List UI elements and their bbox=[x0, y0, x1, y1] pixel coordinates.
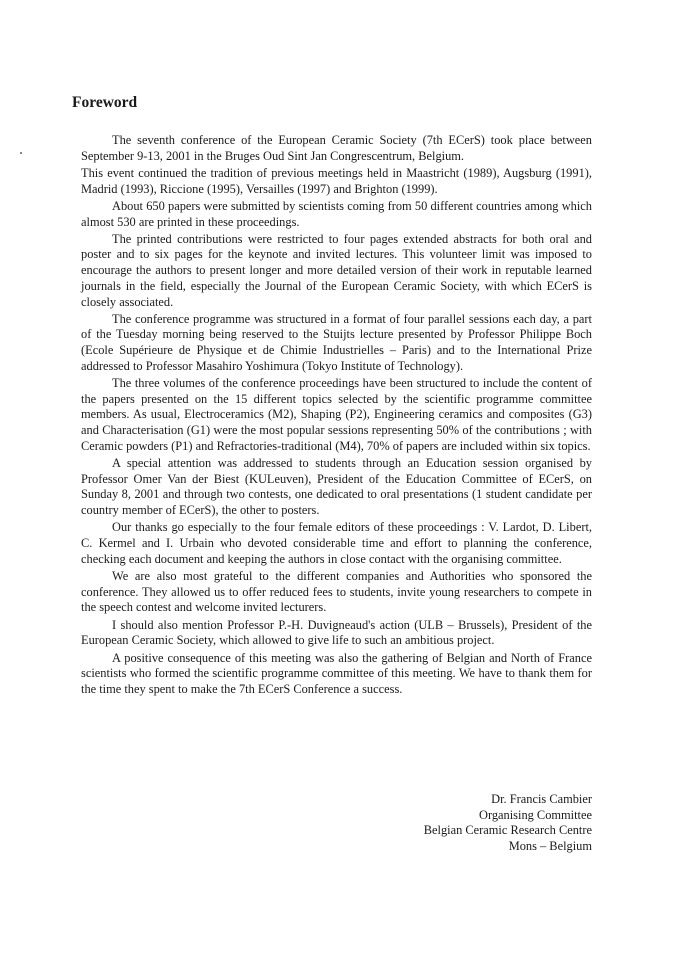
signature-block bbox=[424, 792, 592, 855]
paragraph: The conference programme was structured in a format of four parallel sessions each day, a part of the Tuesday morning being reserved to the Stuijts lecture presented by Professor Philippe Boch (Ecole Supérieure de Physique et de Chimie Industrielles – Paris) and to the International Prize addressed to Professor Masahiro Yoshimura (Tokyo Institute of Technology). bbox=[81, 311, 592, 373]
paragraph: About 650 papers were submitted by scientists coming from 50 different countries among which almost 530 are printed in these proceedings. bbox=[81, 198, 592, 229]
paragraph: A positive consequence of this meeting was also the gathering of Belgian and North of France scientists who formed the scientific programme committee of this meeting. We have to thank them for the time they spent to make the 7th ECerS Conference a success. bbox=[81, 650, 592, 696]
paragraph: A special attention was addressed to students through an Education session organised by Professor Omer Van der Biest (KULeuven), President of the Education Committee of ECerS, on Sunday 8, 2001 and through two contests, one dedicated to oral presentations (1 student candidate per country member of ECerS), the other to posters. bbox=[81, 456, 592, 518]
paragraph: I should also mention Professor P.-H. Duvigneaud's action (ULB – Brussels), President of the European Ceramic Society, which allowed to give life to such an ambitious project. bbox=[81, 617, 592, 648]
paragraph: We are also most grateful to the different companies and Authorities who sponsored the conference. They allowed us to offer reduced fees to students, invite young researchers to compete in the speech contest and welcome invited lecturers. bbox=[81, 568, 592, 615]
paragraph: Our thanks go especially to the four female editors of these proceedings : V. Lardot, D. Libert, C. Kermel and I. Urbain who devoted considerable time and effort to planning the conference, checking each document and keeping the authors in close contact with the organising committee. bbox=[81, 520, 592, 566]
signature-role: Organising Committee bbox=[479, 807, 592, 822]
paragraph: The printed contributions were restricted to four pages extended abstracts for both oral and poster and to six pages for the keynote and invited lectures. This volunteer limit was imposed to encourage the authors to present longer and more detailed version of their work in reputable learned journals in the field, especially the Journal of the European Ceramic Society, with which ECerS is closely associated. bbox=[81, 231, 592, 309]
signature-location: Mons – Belgium bbox=[508, 839, 592, 854]
scan-speck bbox=[20, 152, 22, 154]
page-title: Foreword bbox=[72, 94, 138, 111]
signature-name: Dr. Francis Cambier bbox=[491, 792, 592, 806]
paragraph: The seventh conference of the European Ceramic Society (7th ECerS) took place between September 9-13, 2001 in the Bruges Oud Sint Jan Congrescentrum, Belgium. bbox=[81, 133, 592, 163]
signature-organisation: Belgian Ceramic Research Centre bbox=[423, 823, 592, 838]
paragraph: The three volumes of the conference proceedings have been structured to include the content of the papers presented on the 15 different topics selected by the scientific programme committee members. As usual, Electroceramics (M2), Shaping (P2), Engineering ceramics and composites (G3) and Characterisation (G1) were the most popular sessions representing 50% of the contributions ; with Ceramic powders (P1) and Refractories-traditional (M4), 70% of papers are included within six topics. bbox=[81, 376, 592, 453]
paragraph: This event continued the tradition of previous meetings held in Maastricht (1989), Augsburg (1991), Madrid (1993), Riccione (1995), Versailles (1997) and Brighton (1999). bbox=[81, 165, 592, 196]
body-text bbox=[81, 133, 592, 699]
